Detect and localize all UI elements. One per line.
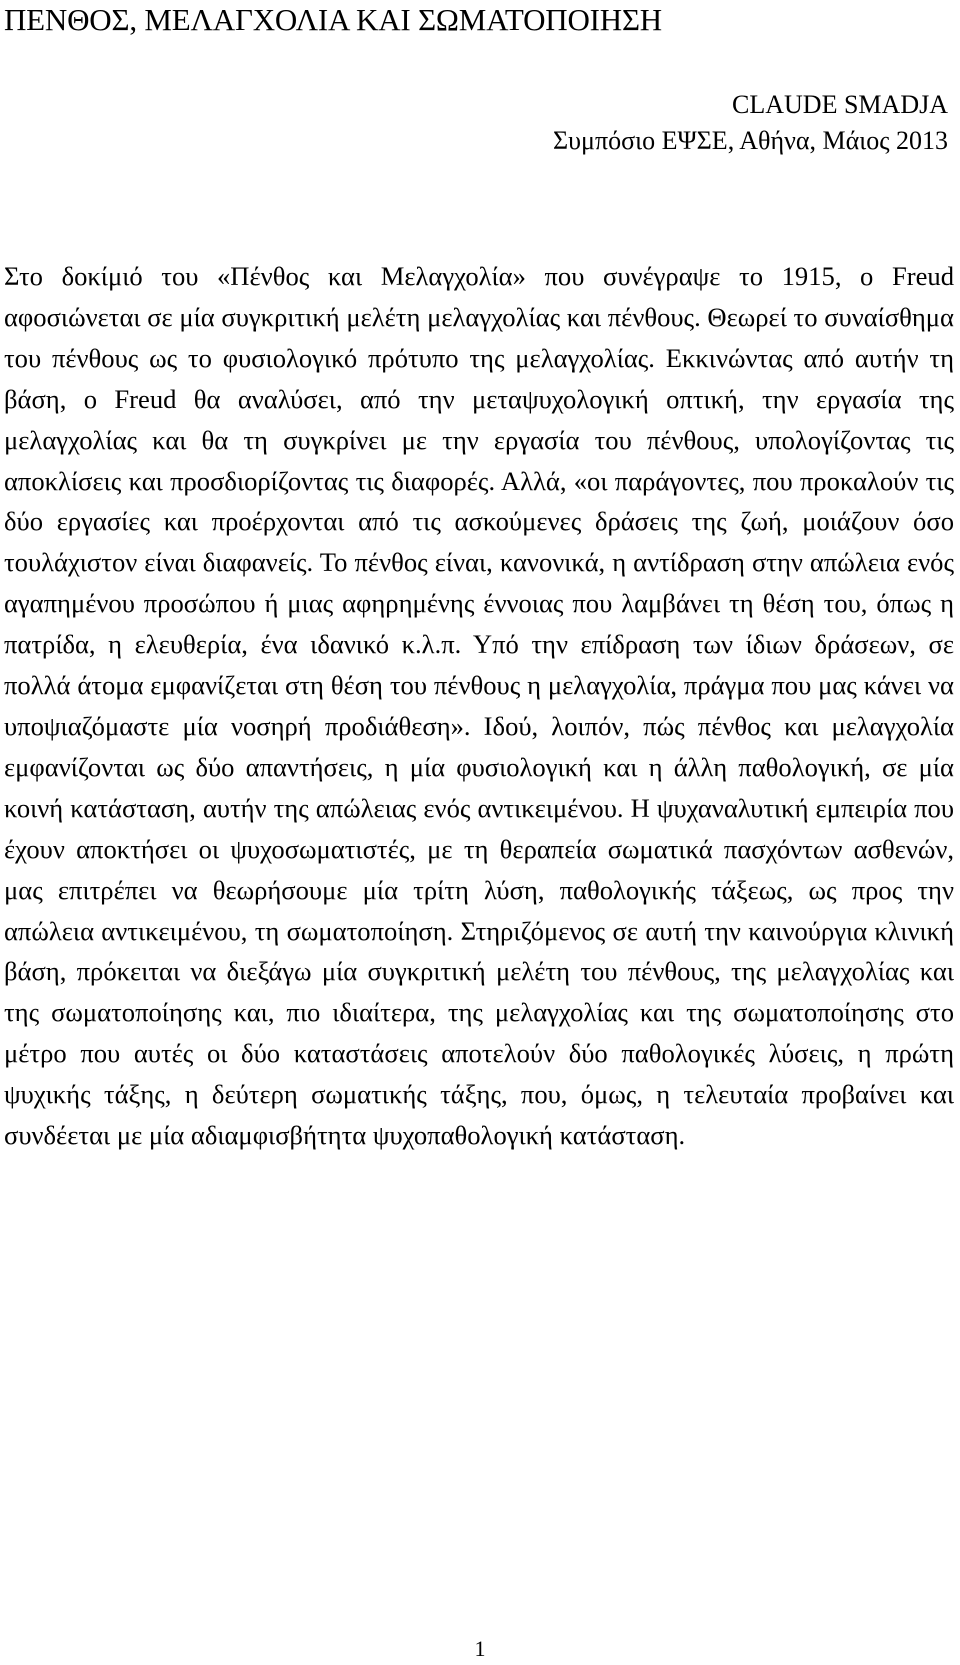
body-paragraph: Στο δοκίμιό του «Πένθος και Μελαγχολία» που συνέγραψε το 1915, ο Freud αφοσιώνεται σε μία συγκριτική μελέτη μελαγχολίας και πένθους. Θεωρεί το συναίσθημα του πένθους ως το φυσιολογικό πρότυπο της μελαγχολίας. Εκκινώντας από αυτήν τη βάση, ο Freud θα αναλύσει, από την μεταψυχολογική οπτική, την εργασία της μελαγχολίας και θα τη συγκρίνει με την εργασία του πένθους, υπολογίζοντας τις αποκλίσεις και προσδιορίζοντας τις διαφορές. Αλλά, «οι παράγοντες, που προκαλούν τις δύο εργασίες και προέρχονται από τις ασκούμενες δράσεις της ζωή, μοιάζουν όσο τουλάχιστον είναι διαφανείς. Το πένθος είναι, κανονικά, η αντίδραση στην απώλεια ενός αγαπημένου προσώπου ή μιας αφηρημένης έννοιας που λαμβάνει τη θέση του, όπως η πατρίδα, η ελευθερία, ένα ιδανικό κ.λ.π. Υπό την επίδραση των ίδιων δράσεων, σε πολλά άτομα εμφανίζεται στη θέση του πένθους η μελαγχολία, πράγμα που μας κάνει να υποψιαζόμαστε μία νοσηρή προδιάθεση». Ιδού, λοιπόν, πώς πένθος και μελαγχολία εμφανίζονται ως δύο απαντήσεις, η μία φυσιολογική και η άλλη παθολογική, σε μία κοινή κατάσταση, αυτήν της απώλειας ενός αντικειμένου. Η ψυχαναλυτική εμπειρία που έχουν αποκτήσει οι ψυχοσωματιστές, με τη θεραπεία σωματικά πασχόντων ασθενών, μας επιτρέπει να θεωρήσουμε μία τρίτη λύση, παθολογικής τάξεως, ως προς την απώλεια αντικειμένου, τη σωματοποίηση. Στηριζόμενος σε αυτή την καινούργια κλινική βάση, πρόκειται να διεξάγω μία συγκριτική μελέτη του πένθους, της μελαγχολίας και της σωματοποίησης και, πιο ιδιαίτερα, της μελαγχολίας και της σωματοποίησης στο μέτρο που αυτές οι δύο καταστάσεις αποτελούν δύο παθολογικές λύσεις, η πρώτη ψυχικής τάξης, η δεύτερη σωματικής τάξης, που, όμως, η τελευταία προβαίνει και συνδέεται με μία αδιαμφισβήτητα ψυχοπαθολογική κατάσταση. [4,261,954,1151]
document-title: ΠΕΝΘΟΣ, ΜΕΛΑΓΧΟΛΙΑ ΚΑΙ ΣΩΜΑΤΟΠΟΙΗΣΗ [4,2,662,37]
author-name: CLAUDE SMADJA [732,90,948,119]
venue-line: Συμπόσιο ΕΨΣΕ, Αθήνα, Μάιος 2013 [553,126,948,155]
page-number: 1 [474,1636,486,1661]
